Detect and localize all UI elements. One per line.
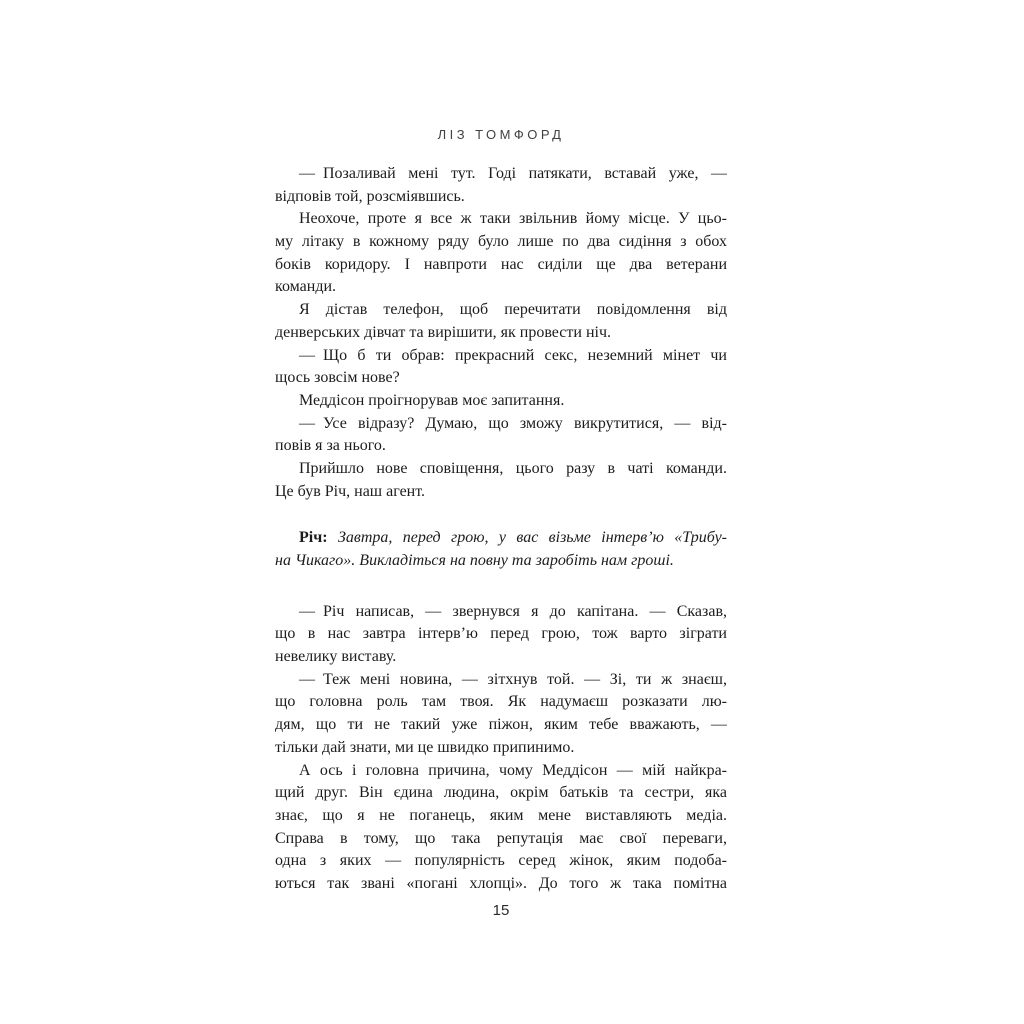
text-line: — Що б ти обрав: прекрасний секс, неземний мінет чи	[299, 346, 727, 364]
text-line: му літаку в кожному ряду було лише по два сидіння з обох	[275, 233, 727, 251]
text-line: Справа в тому, що така репутація має свої переваги,	[275, 829, 727, 847]
text-line: одна з яких — популярність серед жінок, яким подоба-	[275, 852, 727, 870]
text-line: що в нас завтра інтерв’ю перед грою, тож варто зіграти	[275, 625, 727, 643]
text-line: — Позаливай мені тут. Годі патякати, вставай уже, —	[299, 165, 727, 182]
paragraph	[275, 299, 727, 344]
running-header: ЛІЗ ТОМФОРД	[437, 127, 565, 142]
paragraph	[275, 345, 727, 390]
text-line: Це був Річ, наш агент.	[275, 482, 426, 500]
text-line: дям, що ти не такий уже піжон, яким тебе вважають, —	[275, 716, 727, 734]
text-line: відповів той, розсміявшись.	[275, 187, 465, 205]
text-line: Меддісон проігнорував моє запитання.	[299, 391, 565, 409]
page-text	[275, 163, 727, 896]
text-line: — Теж мені новина, — зітхнув той. — Зі, ти ж знаєш,	[299, 670, 727, 688]
paragraph	[275, 413, 727, 458]
text-line: — Річ написав, — звернувся я до капітана. — Сказав,	[299, 602, 727, 620]
text-line: Неохоче, проте я все ж таки звільнив йому місце. У цьо-	[299, 210, 727, 228]
text-line: щий друг. Він єдина людина, окрім батьків та сестри, яка	[275, 784, 727, 802]
text-line: денверських дівчат та вирішити, як провести ніч.	[275, 323, 612, 341]
chat-message-paragraph	[275, 527, 727, 572]
message-text: Завтра, перед грою, у вас візьме інтерв’ю «Трибу-	[327, 529, 727, 547]
text-line: щось зовсім нове?	[275, 369, 400, 387]
paragraph	[275, 458, 727, 503]
text-line: Я дістав телефон, щоб перечитати повідомлення від	[299, 301, 727, 319]
page-number: 15	[492, 902, 510, 919]
paragraph	[275, 760, 727, 896]
paragraph	[275, 163, 727, 208]
text-line: — Усе відразу? Думаю, що зможу викрутитися, — від-	[299, 414, 727, 432]
text-line: що головна роль там твоя. Як надумаєш розказати лю-	[275, 693, 727, 711]
paragraph	[275, 669, 727, 760]
paragraph	[275, 390, 727, 413]
paragraph	[275, 208, 727, 299]
text-line: повів я за нього.	[275, 437, 386, 455]
text-line: ються так звані «погані хлопці». До того ж така помітна	[275, 874, 727, 892]
text-line: А ось і головна причина, чому Меддісон — мій найкра-	[299, 761, 727, 779]
text-line	[275, 550, 727, 573]
text-line: боків коридору. І навпроти нас сиділи ще два ветерани	[275, 255, 727, 273]
text-line: знає, що я не поганець, яким мене виставляють медіа.	[275, 806, 727, 824]
text-line: невелику виставу.	[275, 648, 397, 666]
text-line	[275, 527, 727, 550]
text-line: тільки дай знати, ми це швидко припинимо.	[275, 738, 575, 756]
text-line: Прийшло нове сповіщення, цього разу в чаті команди.	[299, 459, 727, 477]
paragraph	[275, 601, 727, 669]
sender-name: Річ:	[299, 529, 328, 547]
text-line: команди.	[275, 278, 337, 296]
message-text: на Чикаго». Викладіться на повну та заробіть нам гроші.	[275, 552, 674, 569]
